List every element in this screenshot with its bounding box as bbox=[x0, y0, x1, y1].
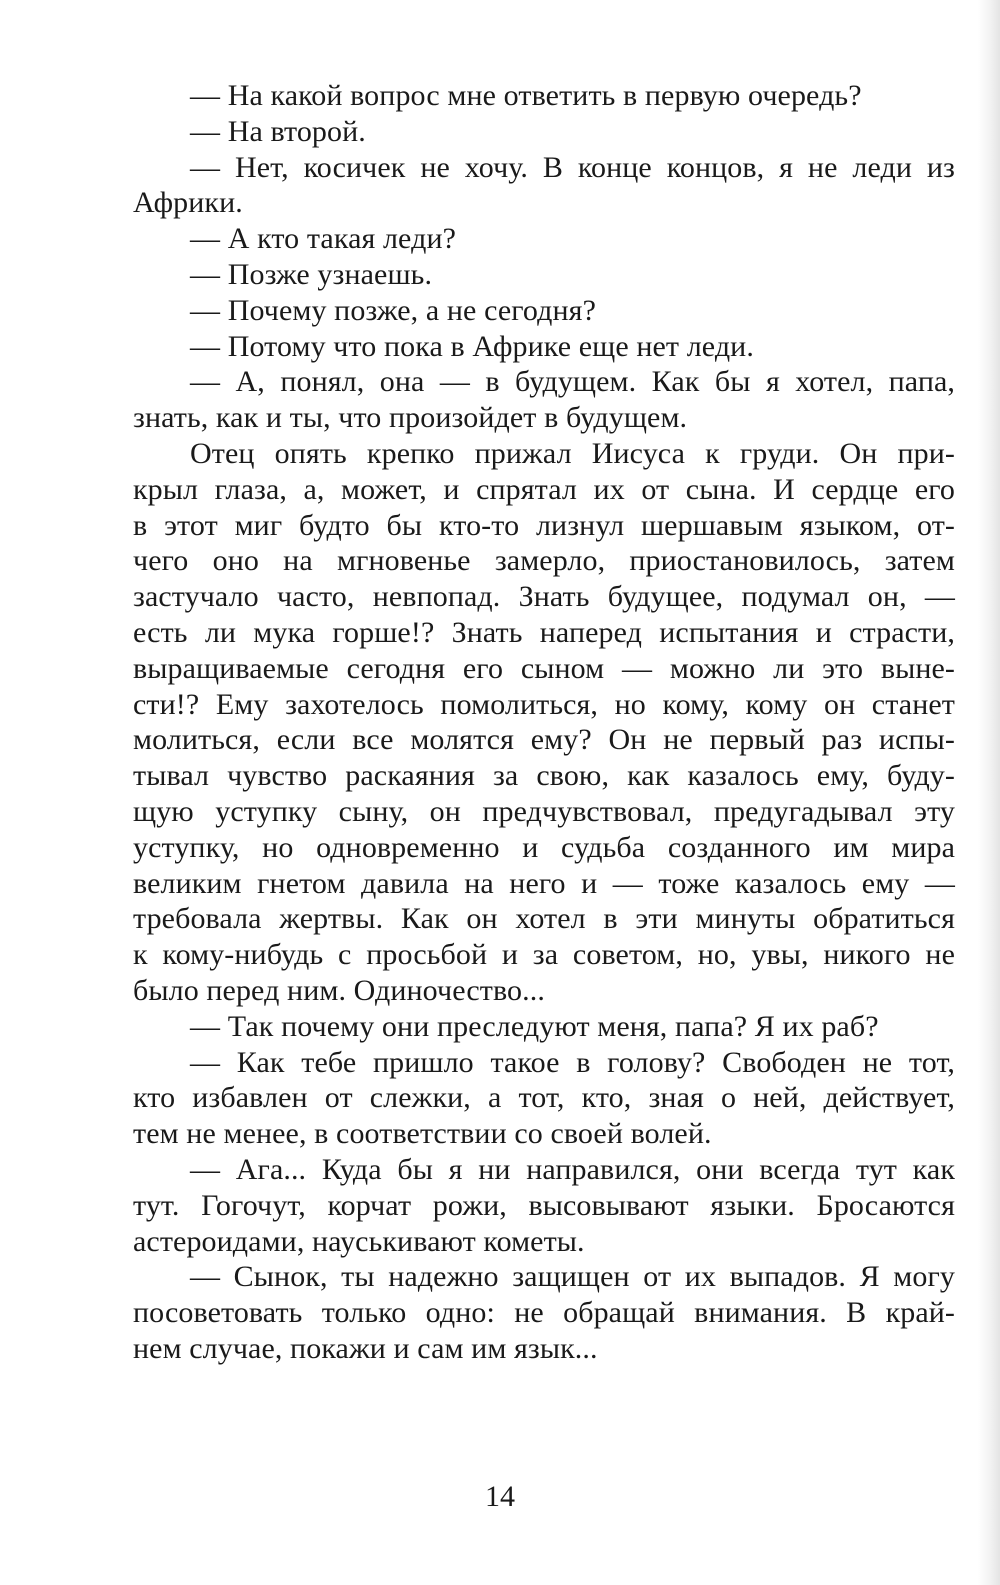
text-line: тывал чувство раскаяния за свою, как казалось ему, буду- bbox=[133, 759, 955, 793]
scan-edge bbox=[978, 0, 1000, 1585]
text-line: в этот миг будто бы кто-то лизнул шершавым языком, от- bbox=[133, 508, 955, 542]
text-line: нем случае, покажи и сам им язык... bbox=[133, 1331, 598, 1365]
text-line: крыл глаза, а, может, и спрятал их от сына. И сердце его bbox=[133, 472, 955, 506]
text-line: застучало часто, невпопад. Знать будущее, подумал он, — bbox=[133, 580, 955, 614]
text-line: — Потому что пока в Африке еще нет леди. bbox=[190, 329, 754, 363]
text-line: есть ли мука горше!? Знать наперед испытания и страсти, bbox=[133, 615, 955, 649]
text-line: — На какой вопрос мне ответить в первую очередь? bbox=[190, 79, 862, 112]
text-line: Отец опять крепко прижал Иисуса к груди. Он при- bbox=[190, 436, 955, 470]
text-line: — Как тебе пришло такое в голову? Свободен не тот, bbox=[190, 1045, 955, 1079]
text-line: — На второй. bbox=[190, 114, 366, 148]
text-line: — А кто такая леди? bbox=[190, 222, 457, 256]
text-line: — Сынок, ты надежно защищен от их выпадов. Я могу bbox=[190, 1260, 955, 1294]
text-line: — Ага... Куда бы я ни направился, они всегда тут как bbox=[190, 1152, 955, 1186]
text-line: сти!? Ему захотелось помолиться, но кому, кому он станет bbox=[133, 687, 955, 721]
page-number: 14 bbox=[485, 1480, 515, 1513]
text-line: кто избавлен от слежки, а тот, кто, зная о ней, действует, bbox=[133, 1081, 955, 1115]
text-line: — Позже узнаешь. bbox=[190, 257, 433, 291]
text-line: — Так почему они преследуют меня, папа? Я их раб? bbox=[190, 1009, 879, 1043]
text-line: требовала жертвы. Как он хотел в эти минуты обратиться bbox=[133, 902, 955, 936]
text-line: Африки. bbox=[133, 186, 243, 220]
text-line: знать, как и ты, что произойдет в будущем. bbox=[133, 401, 688, 435]
text-line: великим гнетом давила на него и — тоже казалось ему — bbox=[133, 866, 955, 900]
text-line: молиться, если все молятся ему? Он не первый раз испы- bbox=[133, 723, 955, 757]
text-line: чего оно на мгновенье замерло, приостановилось, затем bbox=[133, 544, 955, 578]
text-line: тут. Гогочут, корчат рожи, высовывают языки. Бросаются bbox=[133, 1188, 955, 1222]
text-line: выращиваемые сегодня его сыном — можно ли это выне- bbox=[133, 651, 955, 685]
text-line: было перед ним. Одиночество... bbox=[133, 973, 545, 1007]
text-line: щую уступку сыну, он предчувствовал, предугадывал эту bbox=[133, 794, 955, 828]
text-line: уступку, но одновременно и судьба созданного им мира bbox=[133, 830, 955, 864]
text-line: — Почему позже, а не сегодня? bbox=[190, 293, 596, 327]
body-text bbox=[133, 78, 955, 1367]
text-line: к кому-нибудь с просьбой и за советом, но, увы, никого не bbox=[133, 938, 955, 972]
text-line: — Нет, косичек не хочу. В конце концов, я не леди из bbox=[190, 150, 955, 184]
text-line: посоветовать только одно: не обращай внимания. В край- bbox=[133, 1296, 955, 1330]
text-line: — А, понял, она — в будущем. Как бы я хотел, папа, bbox=[190, 365, 955, 399]
text-line: тем не менее, в соответствии со своей волей. bbox=[133, 1117, 712, 1151]
text-line: астероидами, науськивают кометы. bbox=[133, 1224, 585, 1258]
